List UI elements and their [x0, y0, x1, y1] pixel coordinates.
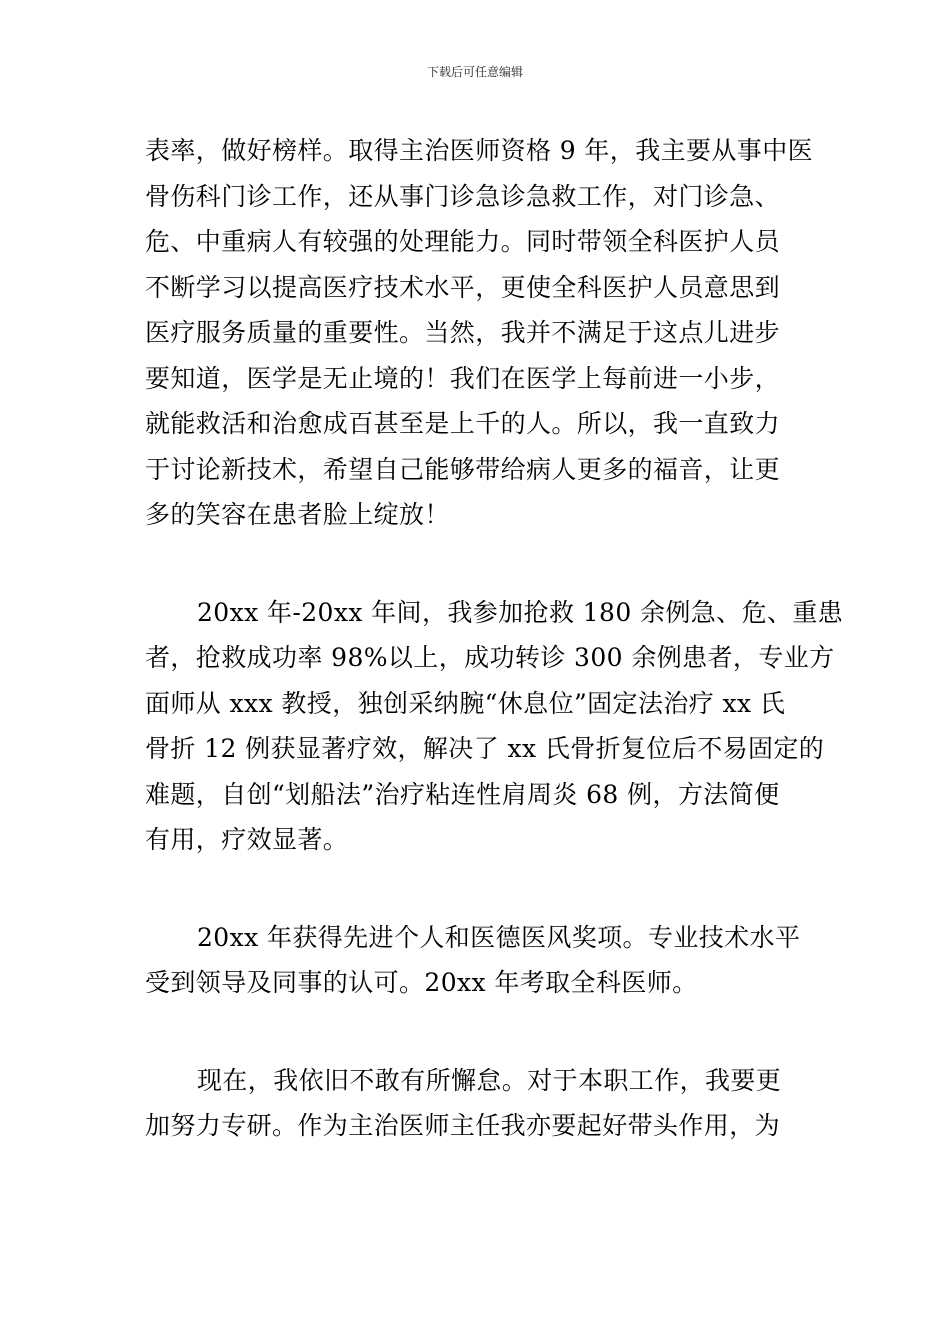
text-line: 受到领导及同事的认可。20xx 年考取全科医师。 — [145, 968, 698, 997]
document-body — [145, 128, 844, 1149]
paragraph-4 — [145, 1058, 810, 1149]
paragraph-spacer — [145, 863, 810, 915]
text-line: 有用，疗效显著。 — [145, 825, 349, 854]
paragraph-spacer — [145, 1006, 810, 1058]
text-line: 20xx 年-20xx 年间，我参加抢救 180 余例急、危、重患 — [197, 597, 844, 627]
text-line: 面师从 xxx 教授，独创采纳腕“休息位”固定法治疗 xx 氏 — [145, 688, 786, 718]
text-line: 多的笑容在患者脸上绽放！ — [145, 500, 450, 529]
text-line: 20xx 年获得先进个人和医德医风奖项。专业技术水平 — [197, 922, 801, 952]
text-line: 就能救活和治愈成百甚至是上千的人。所以，我一直致力 — [145, 409, 781, 438]
text-line: 要知道，医学是无止境的！我们在医学上每前进一小步， — [145, 363, 781, 393]
text-line: 现在，我依旧不敢有所懈怠。对于本职工作，我要更 — [197, 1065, 782, 1095]
paragraph-1 — [145, 128, 814, 538]
text-line: 危、中重病人有较强的处理能力。同时带领全科医护人员 — [145, 227, 781, 256]
text-line: 不断学习以提高医疗技术水平，更使全科医护人员意思到 — [145, 272, 781, 302]
text-line: 加努力专研。作为主治医师主任我亦要起好带头作用，为 — [145, 1111, 781, 1140]
text-line: 骨折 12 例获显著疗效，解决了 xx 氏骨折复位后不易固定的 — [145, 734, 825, 763]
text-line: 难题，自创“划船法”治疗粘连性肩周炎 68 例，方法简便 — [145, 779, 780, 809]
paragraph-2 — [145, 590, 844, 863]
paragraph-3 — [145, 915, 810, 1006]
page-header: 下载后可任意编辑 — [426, 65, 523, 79]
text-line: 表率，做好榜样。取得主治医师资格 9 年，我主要从事中医 — [145, 136, 814, 165]
text-line: 医疗服务质量的重要性。当然，我并不满足于这点儿进步 — [145, 318, 781, 347]
text-line: 骨伤科门诊工作，还从事门诊急诊急救工作，对门诊急、 — [145, 181, 781, 211]
text-line: 者，抢救成功率 98%以上，成功转诊 300 余例患者，专业方 — [145, 643, 835, 672]
text-line: 于讨论新技术，希望自己能够带给病人更多的福音，让更 — [145, 454, 781, 484]
paragraph-spacer — [145, 538, 810, 590]
